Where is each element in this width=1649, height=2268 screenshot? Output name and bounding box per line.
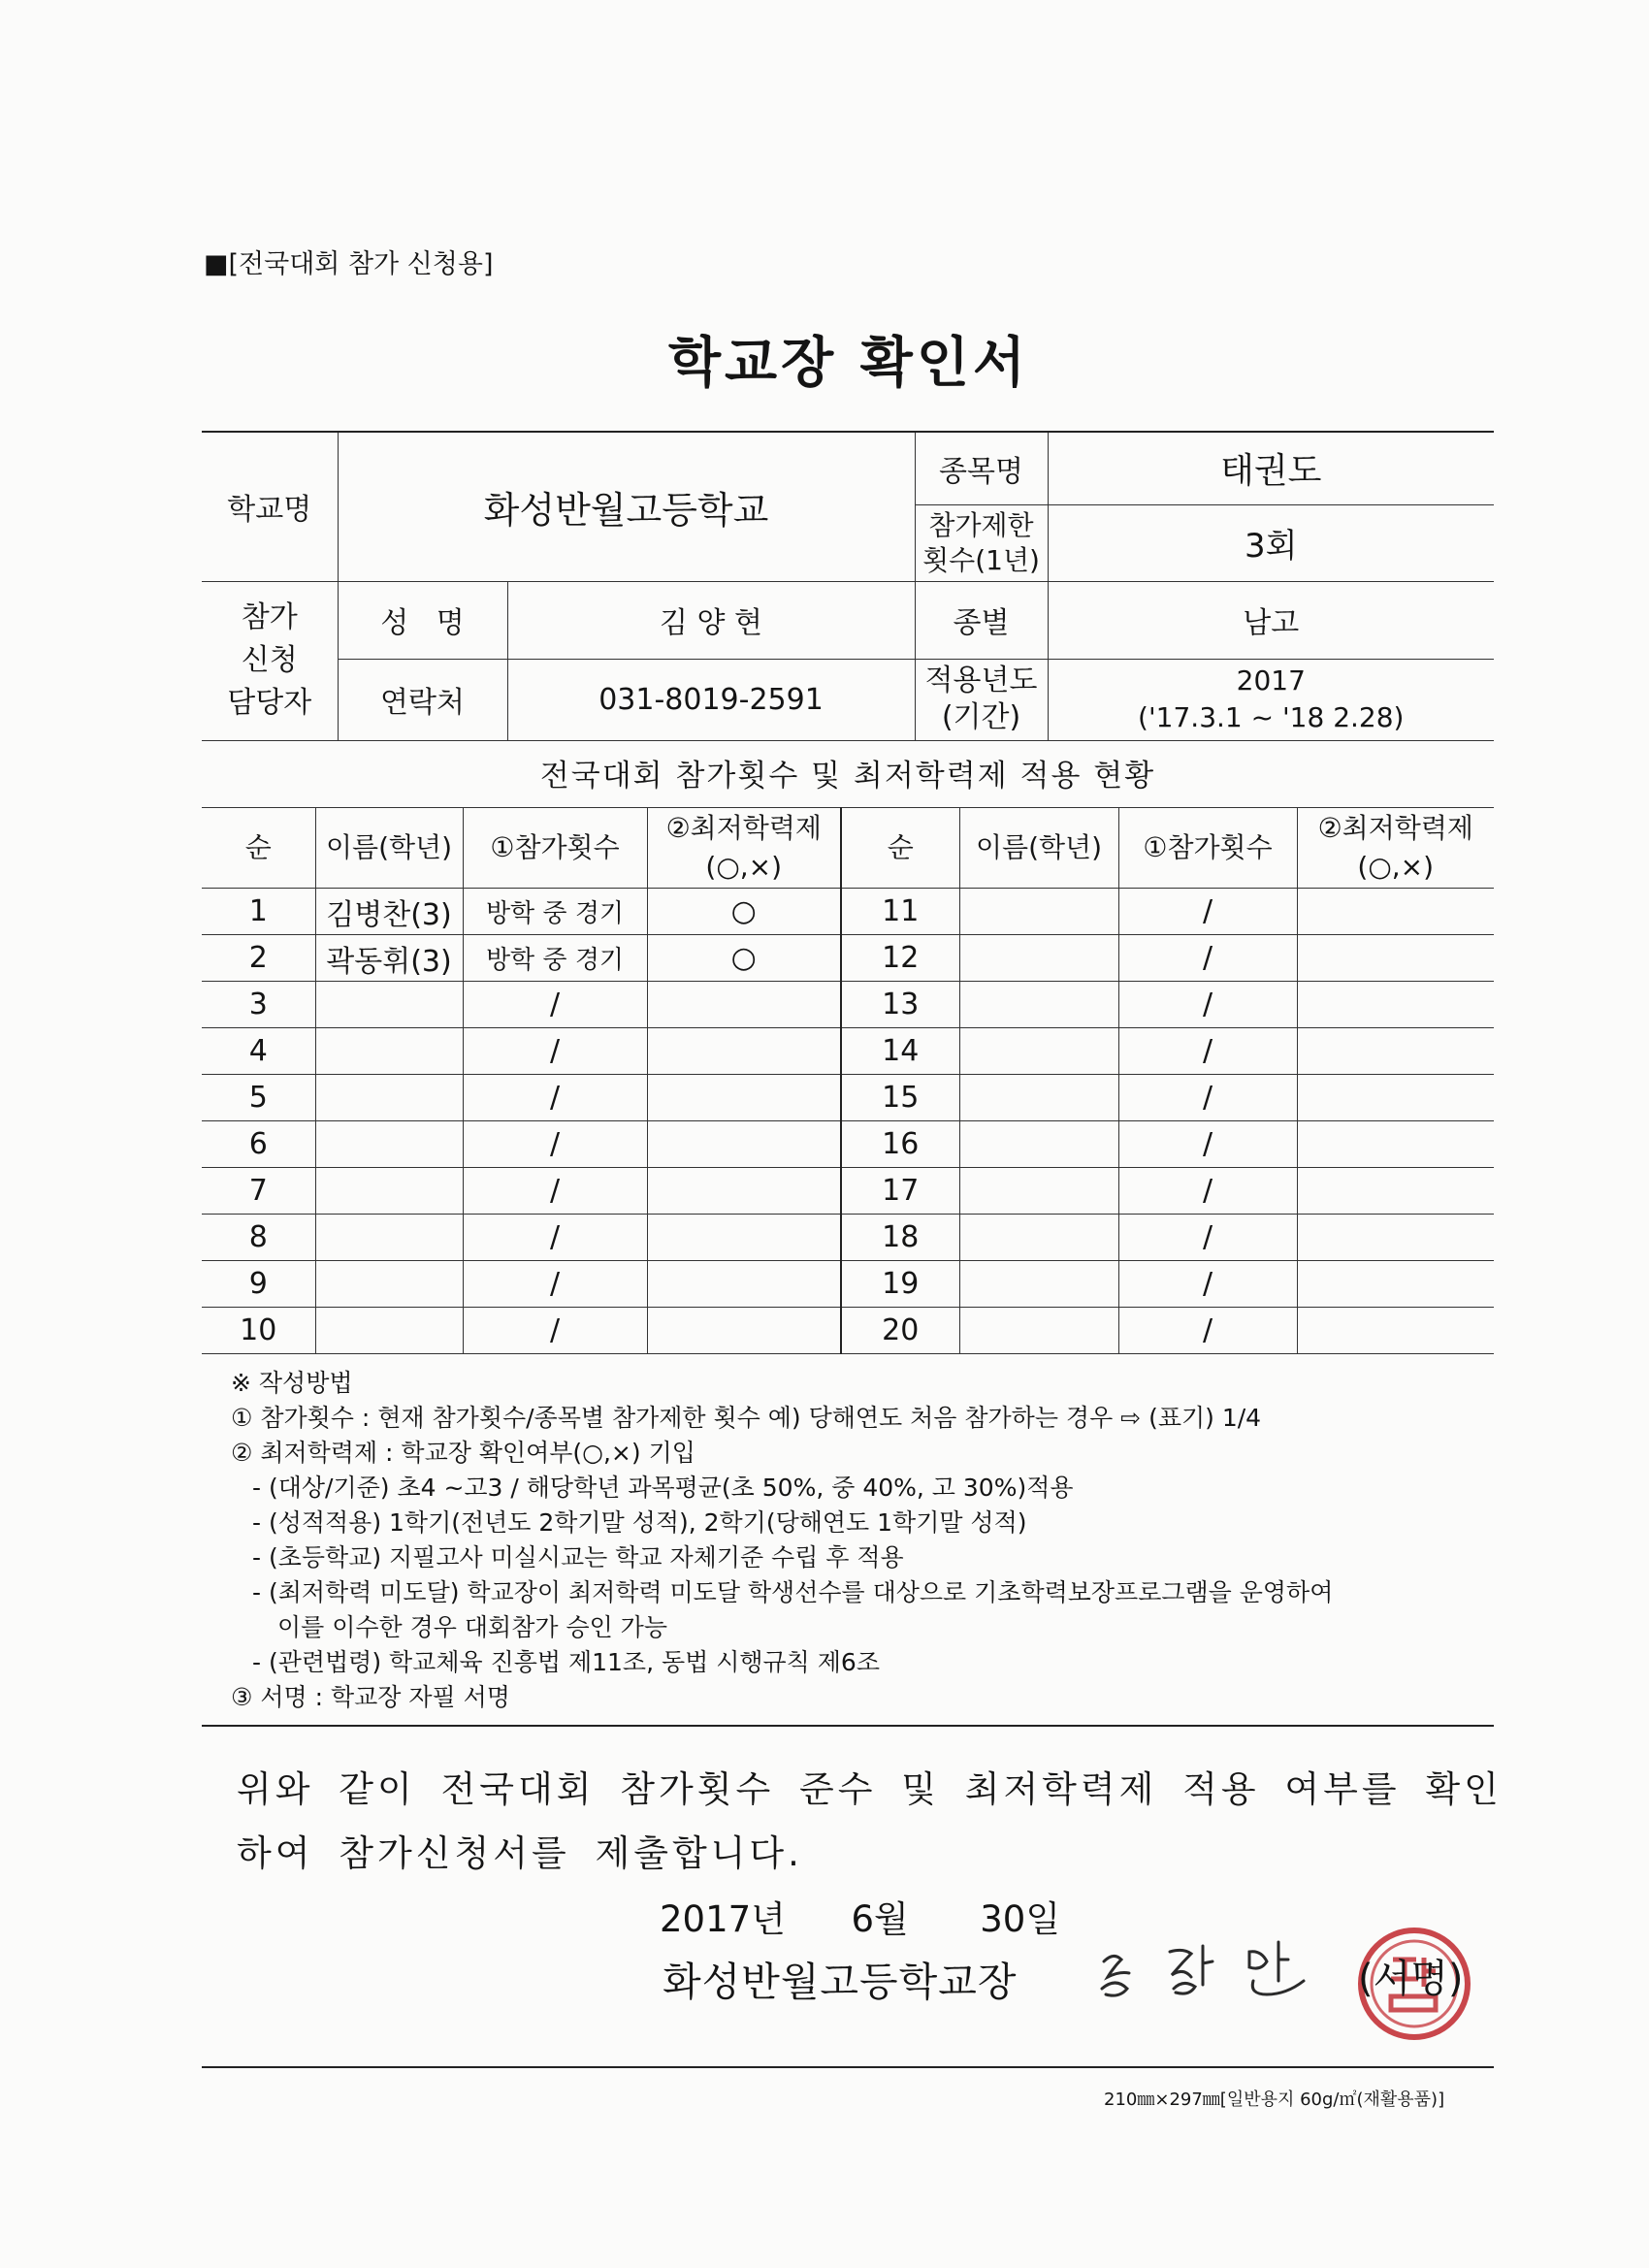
cell-no: 12 (841, 935, 959, 982)
applicant-label: 참가 신청 담당자 (202, 581, 338, 740)
cell-no: 11 (841, 889, 959, 935)
handwritten-signature (1094, 1932, 1337, 2010)
cell-min (647, 1308, 841, 1354)
cell-min (1297, 1075, 1494, 1121)
cell-count: / (463, 1215, 647, 1261)
contact-value: 031-8019-2591 (507, 659, 915, 740)
cell-name (315, 1308, 463, 1354)
cell-name (959, 1308, 1118, 1354)
cell-count: / (1118, 935, 1297, 982)
cell-name (315, 1075, 463, 1121)
cell-count: / (1118, 1028, 1297, 1075)
cell-count: / (1118, 1168, 1297, 1215)
table-row (202, 1168, 1494, 1215)
cell-min (647, 1028, 841, 1075)
cell-min (647, 1121, 841, 1168)
event-label: 종목명 (915, 432, 1048, 504)
contact-label: 연락처 (338, 659, 507, 740)
cell-no: 18 (841, 1215, 959, 1261)
cell-no: 13 (841, 982, 959, 1028)
page-title: 학교장 확인서 (667, 332, 1030, 395)
cell-name (959, 1215, 1118, 1261)
cell-name (315, 1028, 463, 1075)
name-label: 성 명 (338, 581, 507, 659)
cell-no: 7 (202, 1168, 315, 1215)
instruction-subitem: - (최저학력 미도달) 학교장이 최저학력 미도달 학생선수를 대상으로 기초학력보장프로그램을 운영하여 (252, 1578, 1334, 1606)
cell-no: 17 (841, 1168, 959, 1215)
cell-min (647, 1075, 841, 1121)
cell-count: / (463, 1308, 647, 1354)
cell-count: / (1118, 1261, 1297, 1308)
school-label: 학교명 (202, 432, 338, 581)
cell-no: 14 (841, 1028, 959, 1075)
name-value: 김 양 현 (507, 581, 915, 659)
cell-count: / (463, 1075, 647, 1121)
cell-min (1297, 935, 1494, 982)
cell-name: 곽동휘(3) (315, 935, 463, 982)
col-header-count: ①참가횟수 (463, 808, 647, 889)
limit-label: 참가제한 횟수(1년) (915, 504, 1048, 581)
cell-count: / (1118, 889, 1297, 935)
date-year: 2017년 (660, 1898, 786, 1940)
cell-name (959, 982, 1118, 1028)
cell-no: 6 (202, 1121, 315, 1168)
year-value: 2017 ('17.3.1 ~ '18 2.28) (1048, 659, 1494, 740)
cell-no: 19 (841, 1261, 959, 1308)
limit-value: 3회 (1048, 504, 1494, 581)
cell-name (959, 889, 1118, 935)
cell-min (647, 982, 841, 1028)
cell-count: / (1118, 1121, 1297, 1168)
instruction-subitem: - (대상/기준) 초4 ~고3 / 해당학년 과목평균(초 50%, 중 40%, 고 30%)적용 (252, 1474, 1074, 1502)
cell-name (959, 935, 1118, 982)
cell-count: / (463, 1028, 647, 1075)
instructions (231, 1366, 1333, 1715)
instruction-subitem: - (관련법령) 학교체육 진흥법 제11조, 동법 시행규칙 제6조 (252, 1648, 880, 1676)
col-header-name: 이름(학년) (959, 808, 1118, 889)
instruction-item: ③ 서명 : 학교장 자필 서명 (231, 1683, 510, 1711)
table-row (202, 935, 1494, 982)
section-title: 전국대회 참가횟수 및 최저학력제 적용 현황 (539, 759, 1156, 794)
cell-count: / (463, 1261, 647, 1308)
cell-min (1297, 889, 1494, 935)
table-row (202, 982, 1494, 1028)
cell-min (647, 1261, 841, 1308)
col-header-count: ①참가횟수 (1118, 808, 1297, 889)
category-value: 남고 (1048, 581, 1494, 659)
cell-no: 10 (202, 1308, 315, 1354)
cell-min (647, 1168, 841, 1215)
school-value: 화성반월고등학교 (338, 432, 915, 581)
cell-no: 15 (841, 1075, 959, 1121)
divider (202, 1725, 1494, 1727)
cell-count: / (1118, 1215, 1297, 1261)
col-header-no: 순 (202, 808, 315, 889)
applicant-info-table (202, 431, 1494, 741)
cell-name (315, 1168, 463, 1215)
cell-name (315, 1215, 463, 1261)
cell-no: 16 (841, 1121, 959, 1168)
cell-min (1297, 1308, 1494, 1354)
cell-count: 방학 중 경기 (463, 889, 647, 935)
cell-no: 5 (202, 1075, 315, 1121)
cell-name: 김병찬(3) (315, 889, 463, 935)
form-type-tag: ■[전국대회 참가 신청용] (204, 249, 494, 279)
cell-no: 4 (202, 1028, 315, 1075)
cell-no: 3 (202, 982, 315, 1028)
paper-spec: 210㎜×297㎜[일반용지 60g/㎡(재활용품)] (1104, 2090, 1445, 2110)
cell-min (1297, 1121, 1494, 1168)
cell-count: / (463, 982, 647, 1028)
cell-count: 방학 중 경기 (463, 935, 647, 982)
cell-name (959, 1028, 1118, 1075)
cell-min (1297, 1261, 1494, 1308)
cell-name (315, 1121, 463, 1168)
year-label: 적용년도 (기간) (915, 659, 1048, 740)
cell-name (959, 1121, 1118, 1168)
col-header-min: ②최저학력제 (○,×) (1297, 808, 1494, 889)
cell-min: ○ (647, 889, 841, 935)
cell-min (647, 1215, 841, 1261)
instructions-heading: ※ 작성방법 (231, 1369, 353, 1397)
cell-name (315, 1261, 463, 1308)
cell-count: / (1118, 1075, 1297, 1121)
event-value: 태권도 (1048, 432, 1494, 504)
cell-count: / (1118, 982, 1297, 1028)
cell-min (1297, 1028, 1494, 1075)
date-month: 6월 (851, 1898, 909, 1940)
col-header-min: ②최저학력제 (○,×) (647, 808, 841, 889)
cell-min (1297, 1215, 1494, 1261)
cell-count: / (1118, 1308, 1297, 1354)
instruction-subitem: - (초등학교) 지필고사 미실시교는 학교 자체기준 수립 후 적용 (252, 1543, 904, 1571)
cell-name (959, 1075, 1118, 1121)
table-row (202, 1308, 1494, 1354)
cell-name (315, 982, 463, 1028)
principal-title: 화성반월고등학교장 (663, 1959, 1018, 2005)
table-row (202, 1215, 1494, 1261)
cell-no: 8 (202, 1215, 315, 1261)
instruction-subitem: 이를 이수한 경우 대회참가 승인 가능 (277, 1613, 667, 1641)
cell-no: 1 (202, 889, 315, 935)
cell-name (959, 1261, 1118, 1308)
signature-label: (서명) (1358, 1957, 1464, 2001)
instruction-item: ② 최저학력제 : 학교장 확인여부(○,×) 기입 (231, 1439, 695, 1467)
date (660, 1890, 1060, 1942)
category-label: 종별 (915, 581, 1048, 659)
table-row (202, 1028, 1494, 1075)
date-day: 30일 (980, 1898, 1061, 1940)
table-row (202, 889, 1494, 935)
cell-min (1297, 982, 1494, 1028)
cell-count: / (463, 1121, 647, 1168)
table-row (202, 1075, 1494, 1121)
cell-no: 2 (202, 935, 315, 982)
cell-no: 20 (841, 1308, 959, 1354)
cell-name (959, 1168, 1118, 1215)
col-header-no: 순 (841, 808, 959, 889)
instruction-subitem: - (성적적용) 1학기(전년도 2학기말 성적), 2학기(당해연도 1학기말 성적) (252, 1508, 1027, 1537)
table-row (202, 1121, 1494, 1168)
table-row (202, 1261, 1494, 1308)
instruction-item: ① 참가횟수 : 현재 참가횟수/종목별 참가제한 횟수 예) 당해연도 처음 참가하는 경우 ⇨ (표기) 1/4 (231, 1404, 1262, 1432)
cell-count: / (463, 1168, 647, 1215)
declaration: 위와 같이 전국대회 참가횟수 준수 및 최저학력제 적용 여부를 확인 하여 참가신청서를 제출합니다. (237, 1768, 1503, 1874)
table-header-row (202, 808, 1494, 889)
participation-table (202, 807, 1494, 1354)
col-header-name: 이름(학년) (315, 808, 463, 889)
cell-min (1297, 1168, 1494, 1215)
footer-divider (202, 2066, 1494, 2068)
cell-no: 9 (202, 1261, 315, 1308)
cell-min: ○ (647, 935, 841, 982)
